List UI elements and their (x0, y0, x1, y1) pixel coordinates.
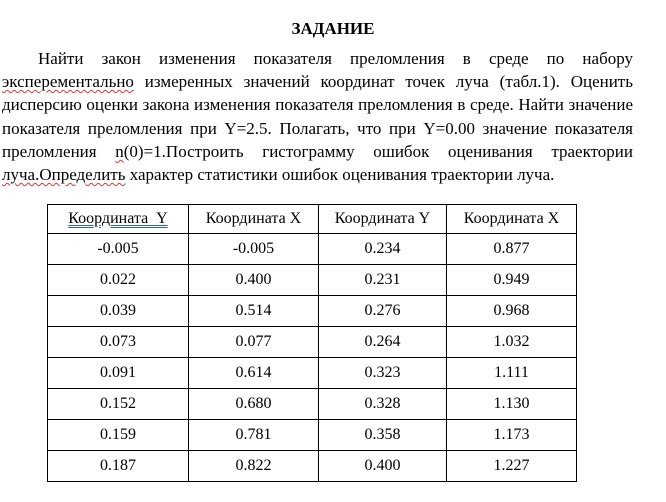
table-cell: 0.022 (48, 265, 189, 296)
table-cell: 0.276 (319, 296, 447, 327)
table-cell: 0.152 (48, 389, 189, 420)
table-cell: 0.231 (319, 265, 447, 296)
table-row (48, 234, 577, 265)
table-cell: 0.077 (189, 327, 319, 358)
misspelled-word: эксперементально (2, 72, 134, 92)
header-coordinate-y-2: Координата Y (319, 205, 447, 234)
table-cell: 0.073 (48, 327, 189, 358)
header-coordinate-y-1 (48, 205, 189, 234)
document-title: ЗАДАНИЕ (291, 19, 375, 38)
table-cell: -0.005 (48, 234, 189, 265)
table-cell: -0.005 (189, 234, 319, 265)
table-cell: 0.877 (447, 234, 577, 265)
table-cell: 0.264 (319, 327, 447, 358)
table-cell: 0.400 (319, 451, 447, 482)
table-cell: 0.400 (189, 265, 319, 296)
table-cell: 1.032 (447, 327, 577, 358)
paragraph-text-4: характер статистики ошибок оценивания траектории луча. (125, 165, 555, 185)
table-cell: 1.173 (447, 420, 577, 451)
table-cell: 0.187 (48, 451, 189, 482)
table-cell: 0.159 (48, 420, 189, 451)
header-coordinate-x-2: Координата X (447, 205, 577, 234)
header-coordinate-x-1: Координата X (189, 205, 319, 234)
table-row (48, 265, 577, 296)
flagged-word-luch-opredelit: луча.Определить (2, 165, 126, 185)
coordinates-table (47, 204, 577, 482)
table-cell: 1.227 (447, 451, 577, 482)
table-cell: 0.680 (189, 389, 319, 420)
table-cell: 0.514 (189, 296, 319, 327)
table-row (48, 327, 577, 358)
paragraph-text-2: измеренных значений координат точек луча (табл.1). Оценить дисперсию оценки закона изменения показателя преломления в среде. Найти значение показателя преломления при Y=2.5. Полагать, что при Y=0.00 значение показателя преломления (2, 72, 633, 161)
table-cell: 0.328 (319, 389, 447, 420)
table-cell: 1.130 (447, 389, 577, 420)
table-row (48, 420, 577, 451)
table-row (48, 451, 577, 482)
table-cell: 0.949 (447, 265, 577, 296)
table-cell: 1.111 (447, 358, 577, 389)
table-cell: 0.323 (319, 358, 447, 389)
misspelled-symbol-n: n (115, 141, 124, 161)
table-cell: 0.234 (319, 234, 447, 265)
table-header-row (48, 205, 577, 234)
task-paragraph (2, 47, 633, 186)
table-cell: 0.614 (189, 358, 319, 389)
table-row (48, 358, 577, 389)
table-cell: 0.358 (319, 420, 447, 451)
paragraph-text-3: (0)=1.Построить гистограмму ошибок оценивания траектории (123, 141, 634, 161)
table-cell: 0.968 (447, 296, 577, 327)
table-cell: 0.091 (48, 358, 189, 389)
table-cell: 0.039 (48, 296, 189, 327)
header-coordinate-y-1-text: Координата Y (68, 210, 168, 227)
table-row (48, 389, 577, 420)
table-cell: 0.781 (189, 420, 319, 451)
table-row (48, 296, 577, 327)
table-cell: 0.822 (189, 451, 319, 482)
paragraph-text-1: Найти закон изменения показателя преломления в среде по набору (38, 49, 633, 68)
